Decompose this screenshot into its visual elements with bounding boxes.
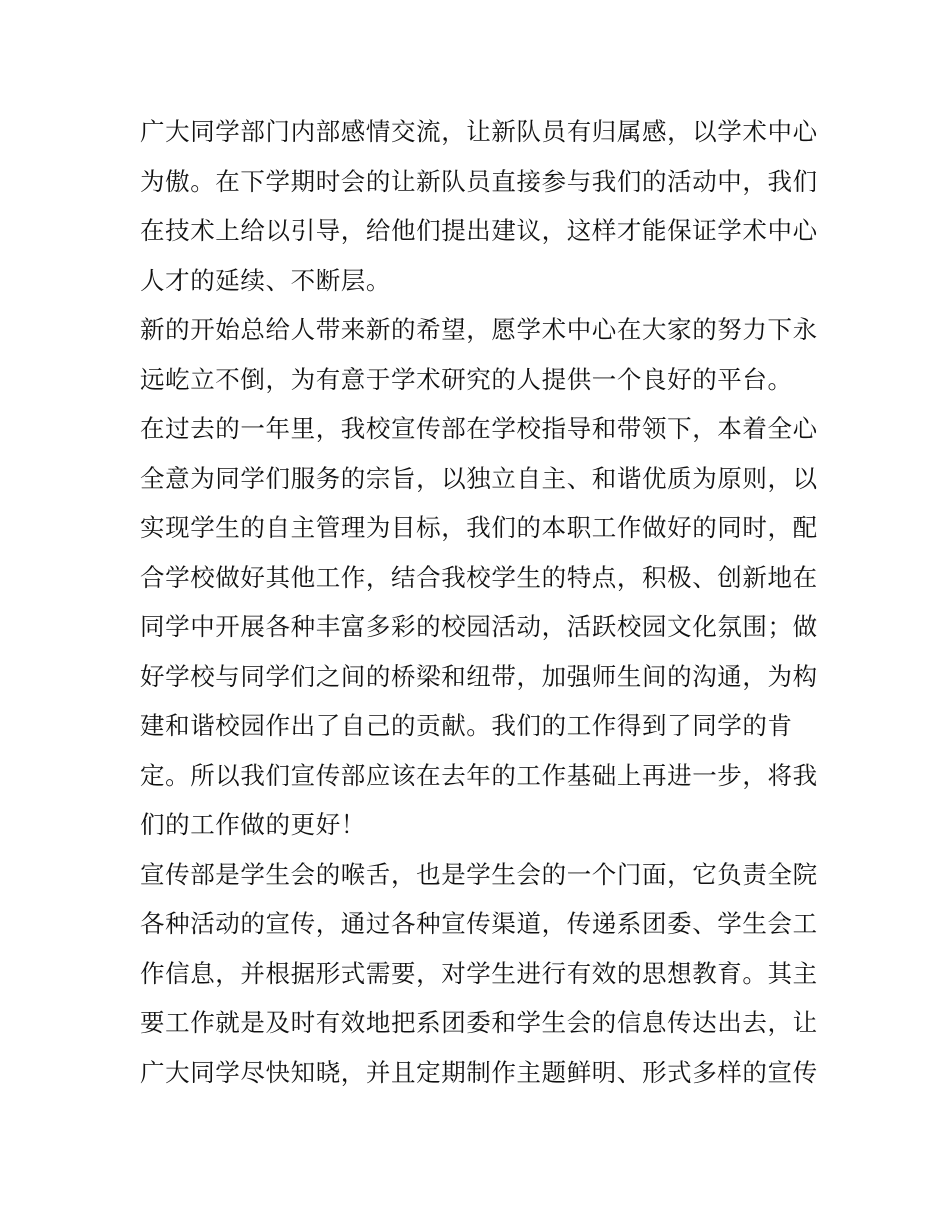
text-line: 全意为同学们服务的宗旨，以独立自主、和谐优质为原则，以	[140, 463, 818, 493]
text-line: 各种活动的宣传，通过各种宣传渠道，传递系团委、学生会工	[140, 909, 818, 938]
text-line: 定。所以我们宣传部应该在去年的工作基础上再进一步，将我	[140, 760, 818, 790]
text-line: 远屹立不倒，为有意于学术研究的人提供一个良好的平台。	[140, 364, 793, 394]
text-line: 人才的延续、不断层。	[140, 265, 391, 295]
text-line: 实现学生的自主管理为目标，我们的本职工作做好的同时，配	[140, 513, 818, 542]
document-body	[140, 107, 820, 1097]
text-line: 要工作就是及时有效地把系团委和学生会的信息传达出去，让	[140, 1008, 818, 1037]
text-line: 为傲。在下学期时会的让新队员直接参与我们的活动中，我们	[140, 166, 818, 196]
text-line: 广大同学尽快知晓，并且定期制作主题鲜明、形式多样的宣传	[140, 1057, 818, 1087]
text-line: 宣传部是学生会的喉舌，也是学生会的一个门面，它负责全院	[140, 859, 818, 889]
text-line: 好学校与同学们之间的桥梁和纽带，加强师生间的沟通，为构	[140, 661, 818, 691]
text-line: 广大同学部门内部感情交流，让新队员有归属感，以学术中心	[140, 117, 818, 146]
text-line: 同学中开展各种丰富多彩的校园活动，活跃校园文化氛围；做	[140, 612, 818, 641]
text-line: 新的开始总给人带来新的希望，愿学术中心在大家的努力下永	[140, 315, 818, 344]
text-line: 们的工作做的更好！	[140, 810, 366, 839]
text-line: 在过去的一年里，我校宣传部在学校指导和带领下，本着全心	[140, 414, 818, 443]
text-line: 在技术上给以引导，给他们提出建议，这样才能保证学术中心	[140, 216, 818, 245]
text-line: 建和谐校园作出了自己的贡献。我们的工作得到了同学的肯	[140, 711, 793, 740]
text-line: 作信息，并根据形式需要，对学生进行有效的思想教育。其主	[140, 958, 818, 988]
text-line: 合学校做好其他工作，结合我校学生的特点，积极、创新地在	[140, 562, 818, 592]
